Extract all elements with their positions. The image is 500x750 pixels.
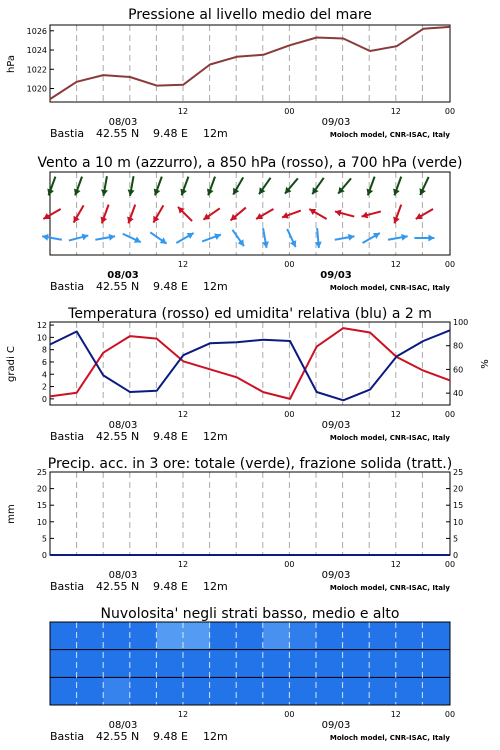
cloud-cell [183, 650, 210, 678]
wind-700-arrow [420, 177, 429, 195]
location-name: Bastia [50, 730, 85, 743]
location-elev: 12m [203, 430, 228, 443]
cloud-cell [183, 622, 210, 650]
x-tick-label: 12 [390, 560, 401, 569]
model-credit: Moloch model, CNR-ISAC, Italy [329, 284, 450, 292]
y-tick-label: 5 [41, 534, 47, 544]
x-tick-label: 12 [177, 560, 189, 569]
cloud-cell [397, 622, 424, 650]
wind-700-arrow [154, 177, 162, 196]
x-tick-label: 00 [444, 410, 456, 419]
wind-850-arrow [178, 207, 192, 221]
cloud-cell [423, 650, 450, 678]
cloud-cell [103, 677, 130, 705]
wind-10m-arrow [414, 235, 434, 242]
arrow-head [428, 235, 434, 242]
location-elev: 12m [203, 730, 228, 743]
x-tick-label: 00 [444, 107, 456, 116]
wind-700-arrow [393, 177, 401, 196]
cloud-cell [50, 622, 77, 650]
x-tick-label: 12 [177, 107, 189, 116]
location-lat: 42.55 N [96, 730, 140, 743]
x-tick-label: 12 [390, 410, 401, 419]
wind-700-arrow [207, 177, 215, 196]
wind-850-arrow [74, 205, 84, 222]
wind-10m-arrow [69, 234, 88, 241]
location-lat: 42.55 N [96, 430, 140, 443]
y-tick-label: 8 [41, 345, 47, 355]
x-tick-label: 12 [177, 260, 189, 269]
x-tick-label: 12 [177, 410, 189, 419]
cloud-cell [397, 677, 424, 705]
y-axis-label-right: % [480, 359, 491, 369]
x-tick-label: 00 [284, 710, 295, 719]
x-tick-label: 00 [284, 260, 295, 269]
cloud-cell [130, 677, 157, 705]
wind-700-arrow [233, 177, 243, 194]
wind-10m-arrow [42, 234, 62, 241]
date-label: 09/03 [321, 420, 351, 431]
wind-700-arrow [312, 178, 323, 194]
arrow-head [82, 234, 89, 241]
wind-10m-arrow [232, 230, 243, 246]
wind-10m-arrow [123, 234, 141, 243]
pressure-panel [6, 7, 455, 140]
wind-10m-arrow [95, 234, 115, 241]
y-tick-label-right: 25 [453, 468, 464, 477]
temp-humidity-panel [6, 306, 491, 443]
y-tick-label: 1020 [26, 84, 47, 94]
y-tick-label-right: 60 [453, 365, 464, 375]
wind-700-arrow [128, 176, 135, 196]
wind-10m-arrow [363, 233, 380, 243]
cloud-cell [237, 622, 264, 650]
y-tick-label-right: 40 [453, 389, 464, 399]
cloud-cell [423, 622, 450, 650]
y-tick-label: 6 [41, 357, 47, 367]
chart-title: Pressione al livello medio del mare [128, 7, 372, 23]
cloud-cell [263, 650, 290, 678]
cloud-cell [423, 677, 450, 705]
wind-700-arrow [259, 178, 270, 194]
cloud-cell [343, 677, 370, 705]
date-label: 08/03 [108, 570, 138, 581]
location-lon: 9.48 E [153, 280, 188, 293]
cloud-cell [263, 677, 290, 705]
date-label: 09/03 [320, 270, 352, 281]
x-tick-label: 00 [444, 560, 456, 569]
chart-title: Precip. acc. in 3 ore: totale (verde), frazione solida (tratt.) [47, 456, 453, 472]
cloud-cell [157, 622, 184, 650]
model-credit: Moloch model, CNR-ISAC, Italy [329, 434, 450, 442]
y-tick-label: 10 [36, 333, 47, 343]
y-tick-label-right: 10 [453, 517, 464, 527]
cloud-cell [157, 650, 184, 678]
humidity-line [50, 330, 450, 400]
cloud-cell [370, 677, 397, 705]
x-tick-label: 12 [390, 710, 401, 719]
y-tick-label-right: 5 [453, 534, 459, 544]
cloud-cell [290, 677, 317, 705]
x-tick-label: 12 [390, 107, 401, 116]
pressure-line [50, 27, 450, 99]
wind-850-arrow [335, 210, 354, 217]
location-lon: 9.48 E [153, 127, 188, 140]
model-credit: Moloch model, CNR-ISAC, Italy [329, 734, 450, 742]
cloud-cell [77, 677, 104, 705]
y-tick-label: 2 [41, 382, 47, 392]
cloud-cell [157, 677, 184, 705]
x-tick-label: 12 [177, 710, 189, 719]
y-tick-label-right: 100 [453, 318, 469, 327]
y-tick-label: 1024 [26, 46, 47, 56]
location-name: Bastia [50, 580, 85, 593]
location-elev: 12m [203, 580, 228, 593]
cloud-cell [50, 650, 77, 678]
wind-850-arrow [127, 205, 135, 224]
wind-850-arrow [393, 205, 401, 224]
y-tick-label-right: 15 [453, 501, 464, 511]
arrow-head [362, 212, 369, 219]
precipitation-panel [6, 456, 463, 593]
y-tick-label: 15 [36, 501, 47, 511]
cloud-cell [210, 622, 237, 650]
plot-frame [50, 25, 450, 102]
wind-850-arrow [416, 209, 433, 219]
cloud-cell [317, 650, 344, 678]
cloud-cell [317, 622, 344, 650]
x-tick-label: 00 [444, 710, 456, 719]
x-tick-label: 12 [390, 260, 401, 269]
y-tick-label: 0 [41, 394, 47, 404]
date-label: 08/03 [108, 420, 138, 431]
y-axis-label: hPa [6, 54, 17, 74]
y-tick-label-right: 0 [453, 551, 459, 560]
cloud-cell [77, 650, 104, 678]
wind-850-arrow [362, 211, 381, 218]
x-tick-label: 00 [444, 260, 456, 269]
cloud-cell [130, 650, 157, 678]
y-tick-label: 1022 [26, 65, 47, 75]
cloud-cell [343, 650, 370, 678]
wind-10m-arrow [150, 232, 166, 243]
cloud-cell [77, 622, 104, 650]
cloud-cell [103, 650, 130, 678]
wind-700-arrow [338, 178, 351, 193]
y-tick-label: 1026 [26, 26, 47, 36]
date-label: 09/03 [321, 720, 351, 731]
wind-850-arrow [43, 209, 60, 219]
cloud-cell [290, 622, 317, 650]
cloud-cell [130, 622, 157, 650]
wind-850-arrow [153, 205, 163, 222]
cloud-cover-panel [50, 606, 455, 743]
cloud-cell [210, 650, 237, 678]
cloud-cell [343, 622, 370, 650]
x-tick-label: 00 [284, 107, 295, 116]
model-credit: Moloch model, CNR-ISAC, Italy [329, 584, 450, 592]
cloud-cell [317, 677, 344, 705]
cloud-cell [370, 622, 397, 650]
location-lat: 42.55 N [96, 580, 140, 593]
cloud-cell [50, 677, 77, 705]
location-lat: 42.55 N [96, 127, 140, 140]
location-lon: 9.48 E [153, 580, 188, 593]
location-name: Bastia [50, 127, 85, 140]
location-name: Bastia [50, 430, 85, 443]
arrow-head [335, 210, 342, 217]
y-tick-label-right: 20 [453, 484, 464, 494]
wind-10m-arrow [335, 234, 355, 241]
cloud-cell [183, 677, 210, 705]
wind-850-arrow [256, 209, 273, 219]
date-label: 09/03 [321, 570, 351, 581]
location-elev: 12m [203, 280, 228, 293]
wind-850-arrow [309, 209, 326, 219]
x-tick-label: 00 [284, 410, 295, 419]
wind-700-arrow [74, 177, 82, 196]
wind-10m-arrow [176, 233, 193, 243]
cloud-cell [370, 650, 397, 678]
wind-850-arrow [282, 211, 301, 219]
wind-850-arrow [101, 205, 109, 224]
wind-700-arrow [47, 177, 55, 196]
date-label: 08/03 [108, 720, 138, 731]
wind-700-arrow [101, 176, 108, 196]
date-label: 08/03 [108, 117, 138, 128]
chart-title: Temperatura (rosso) ed umidita' relativa (blu) a 2 m [68, 306, 432, 322]
cloud-cell [290, 650, 317, 678]
cloud-cell [397, 650, 424, 678]
location-name: Bastia [50, 280, 85, 293]
y-axis-label: gradi C [6, 346, 17, 382]
cloud-cell [263, 622, 290, 650]
wind-700-arrow [180, 177, 188, 196]
y-tick-label: 4 [41, 370, 47, 380]
wind-10m-arrow [287, 229, 296, 247]
y-tick-label: 25 [36, 468, 47, 477]
date-label: 08/03 [107, 270, 139, 281]
y-tick-label: 12 [36, 321, 47, 331]
location-lat: 42.55 N [96, 280, 140, 293]
wind-700-arrow [285, 178, 298, 193]
wind-850-arrow [231, 208, 246, 221]
y-tick-label: 20 [36, 484, 47, 494]
chart-title: Vento a 10 m (azzurro), a 850 hPa (rosso), a 700 hPa (verde) [37, 155, 463, 171]
cloud-cell [237, 677, 264, 705]
y-tick-label: 0 [41, 551, 47, 560]
y-tick-label-right: 80 [453, 341, 464, 351]
cloud-cell [210, 677, 237, 705]
model-credit: Moloch model, CNR-ISAC, Italy [329, 131, 450, 139]
wind-850-arrow [203, 208, 219, 219]
location-lon: 9.48 E [153, 730, 188, 743]
plot-frame [50, 172, 450, 255]
plot-frame [50, 472, 450, 555]
x-tick-label: 00 [284, 560, 295, 569]
location-elev: 12m [203, 127, 228, 140]
y-axis-label: mm [6, 504, 17, 524]
y-tick-label: 10 [36, 517, 47, 527]
wind-700-arrow [367, 177, 375, 196]
date-label: 09/03 [321, 117, 351, 128]
wind-10m-arrow [388, 234, 408, 241]
location-lon: 9.48 E [153, 430, 188, 443]
cloud-cell [103, 622, 130, 650]
wind-panel [37, 155, 462, 293]
chart-title: Nuvolosita' negli strati basso, medio e alto [100, 606, 400, 622]
wind-10m-arrow [202, 233, 221, 241]
cloud-cell [237, 650, 264, 678]
